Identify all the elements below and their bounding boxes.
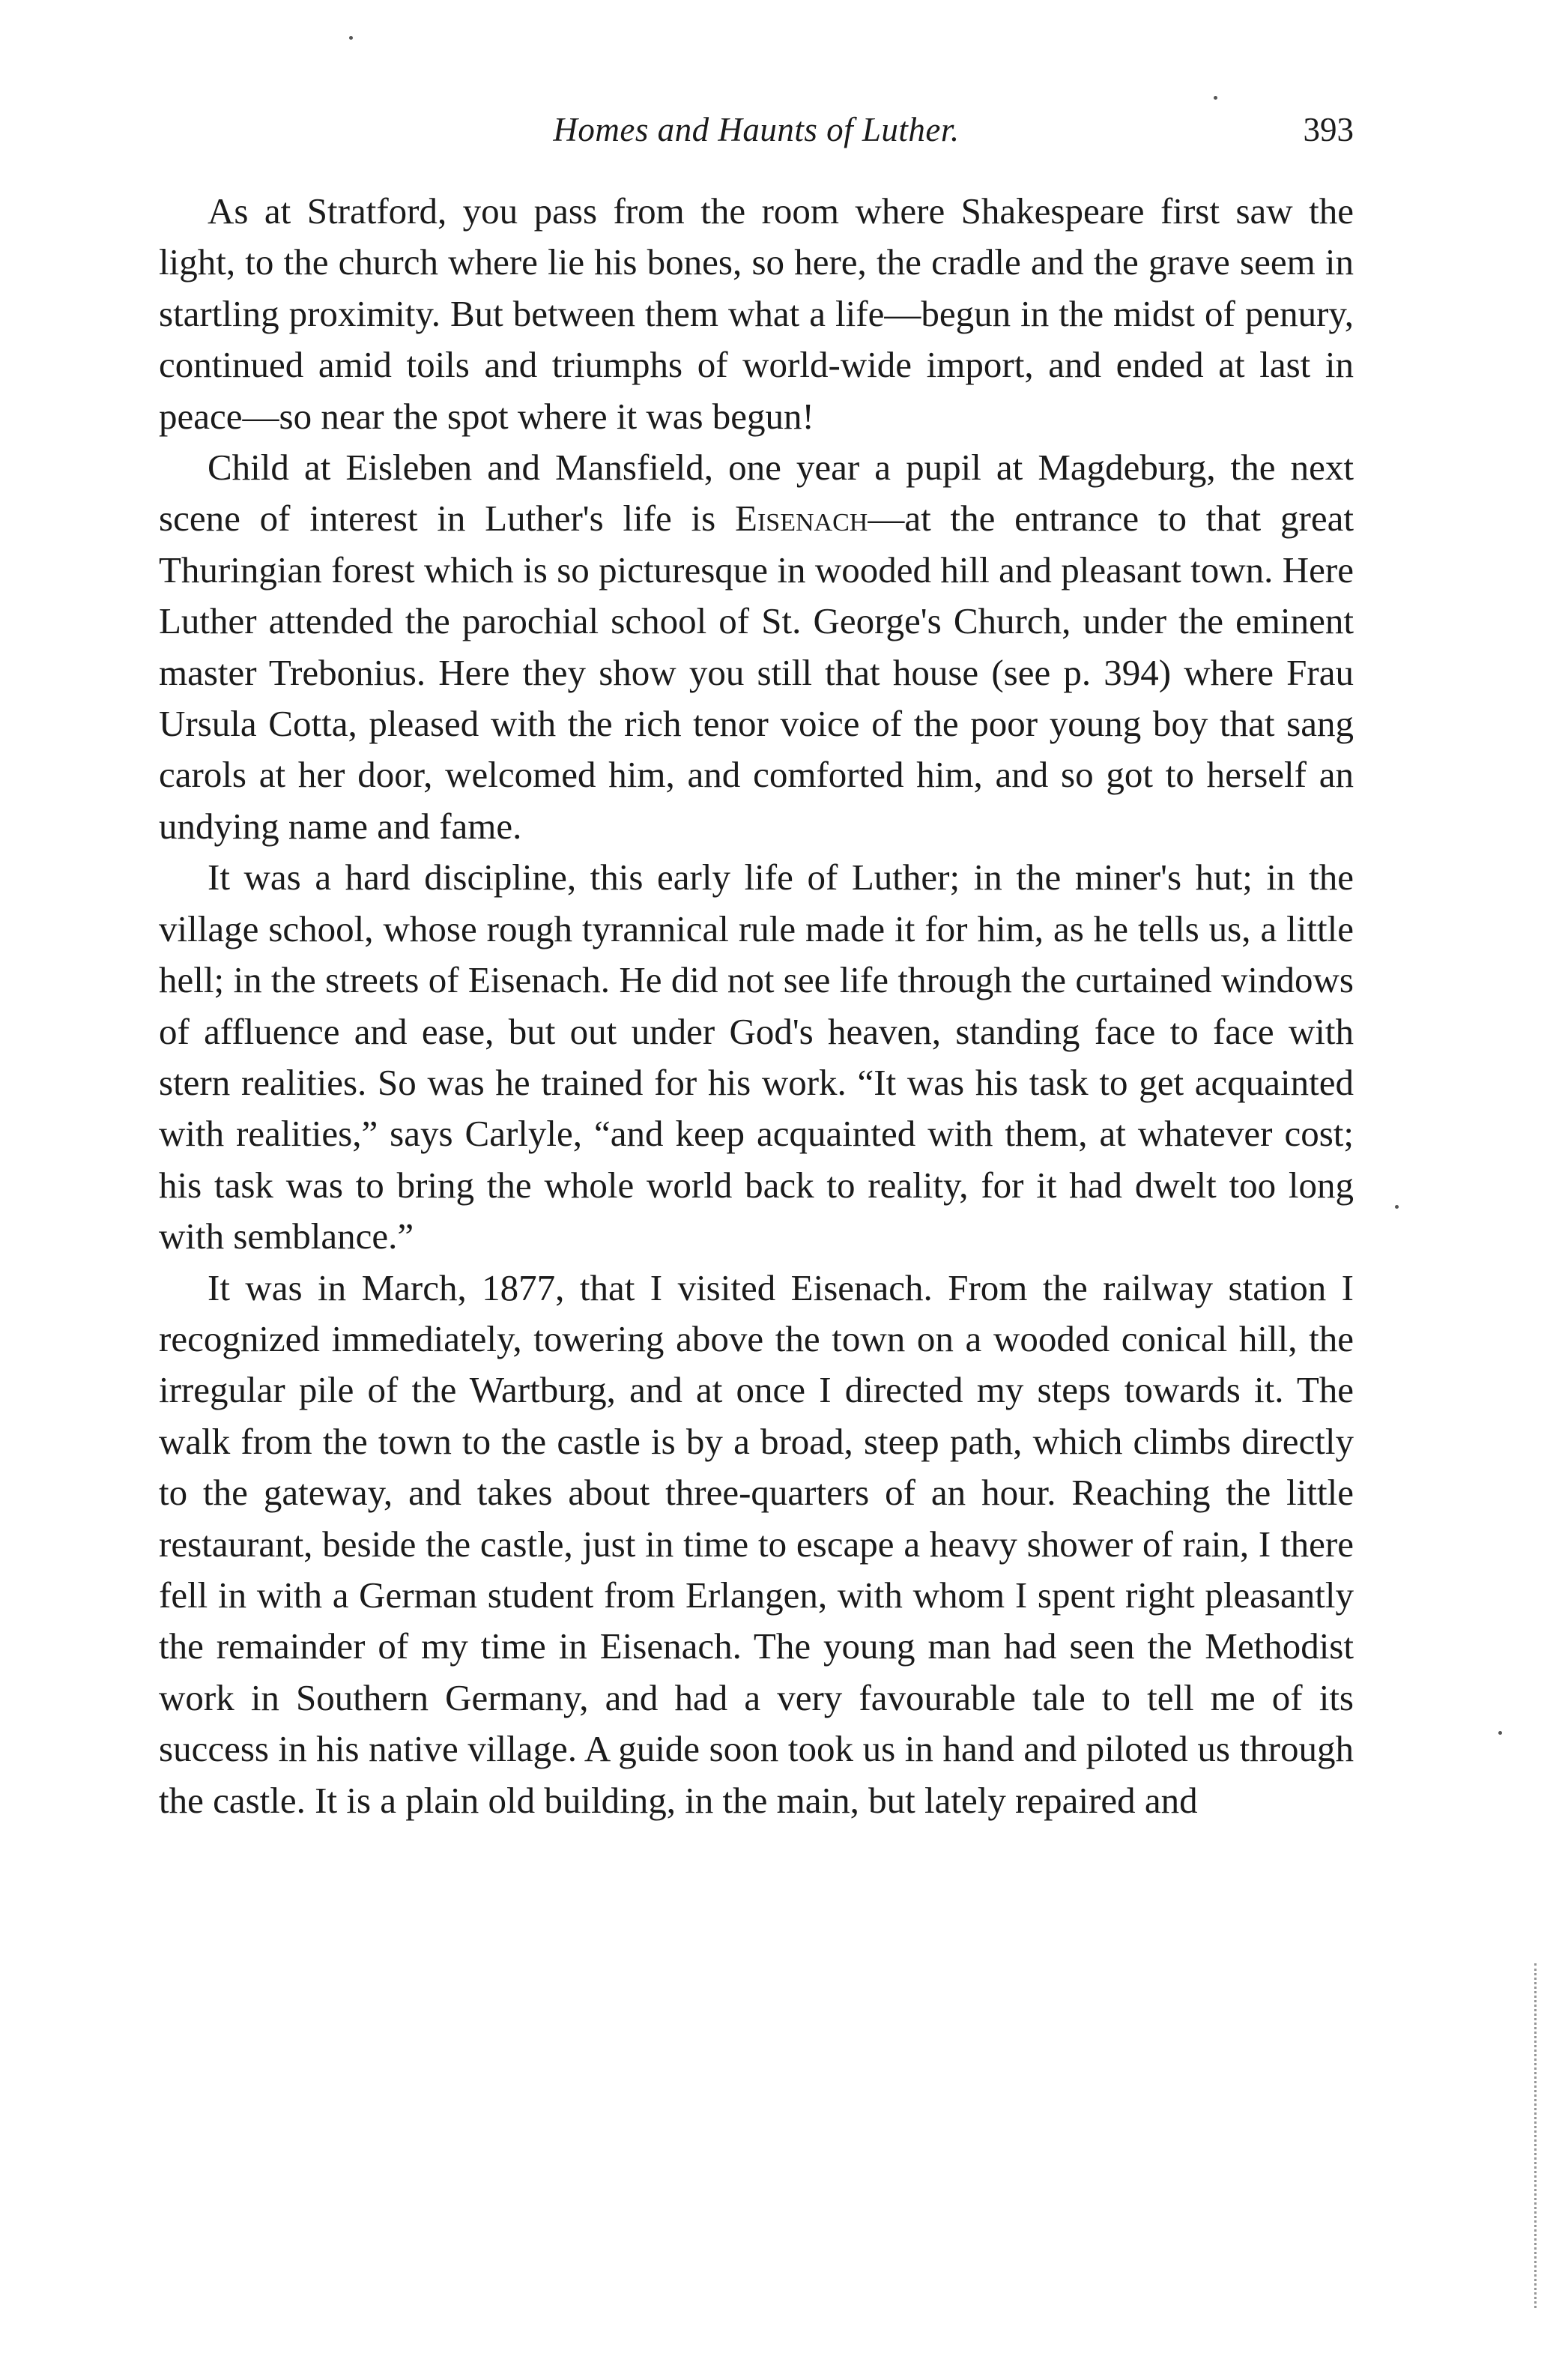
running-title: Homes and Haunts of Luther. xyxy=(553,111,960,148)
page-number: 393 xyxy=(1303,111,1354,148)
paragraph-2 xyxy=(159,442,1354,852)
scan-speck xyxy=(349,36,353,40)
place-name-smallcaps: Eisenach xyxy=(735,498,868,540)
paragraph-1: As at Stratford, you pass from the room where Shakespeare first saw the light, to the church where lie his bones, so here, the cradle and the grave seem in startling proximity. But between them what a life—begun in the midst of penury, continued amid toils and triumphs of world-wide import, and ended at last in peace—so near the spot where it was begun! xyxy=(159,190,1354,437)
body-text xyxy=(159,186,1354,1826)
scan-speck xyxy=(1395,1205,1399,1209)
scan-speck xyxy=(1498,1731,1502,1735)
page-header xyxy=(159,103,1354,156)
paragraph-4: It was in March, 1877, that I visited Eisenach. From the railway station I recognized immediately, towering above the town on a wooded conical hill, the irregular pile of the Wartburg, and at once I directed my steps towards it. The walk from the town to the castle is by a broad, steep path, which climbs directly to the gateway, and takes about three-quarters of an hour. Reaching the little restaurant, beside the castle, just in time to escape a heavy shower of rain, I there fell in with a German student from Erlangen, with whom I spent right pleasantly the remainder of my time in Eisenach. The young man had seen the Methodist work in Southern Germany, and had a very favourable tale to tell me of its success in his native village. A guide soon took us in hand and piloted us through the castle. It is a plain old building, in the main, but lately repaired and xyxy=(159,1266,1354,1821)
paragraph-3: It was a hard discipline, this early life of Luther; in the miner's hut; in the village school, whose rough tyrannical rule made it for him, as he tells us, a little hell; in the streets of Eisenach. He did not see life through the curtained windows of affluence and ease, but out under God's heaven, standing face to face with stern realities. So was he trained for his work. “It was his task to get acquainted with realities,” says Carlyle, “and keep acquainted with them, at whatever cost; his task was to bring the whole world back to reality, for it had dwelt too long with semblance.” xyxy=(159,857,1354,1257)
scan-edge-marks xyxy=(1534,1963,1543,2308)
paragraph-2-part-b: —at the entrance to that great Thuringian forest which is so picturesque in wooded hill and pleasant town. Here Luther attended the parochial school of St. George's Church, under the eminent master Trebonius. Here they show you still that house (see p. 394) where Frau Ursula Cotta, pleased with the rich tenor voice of the poor young boy that sang carols at her door, welcomed him, and comforted him, and so got to herself an undying name and fame. xyxy=(159,498,1354,847)
scan-speck xyxy=(1214,96,1217,100)
paragraph-2-part-a: Child at Eisleben and Mansfield, one year a pupil at Magdeburg, the next scene of interest in Luther's life is xyxy=(159,447,1354,540)
